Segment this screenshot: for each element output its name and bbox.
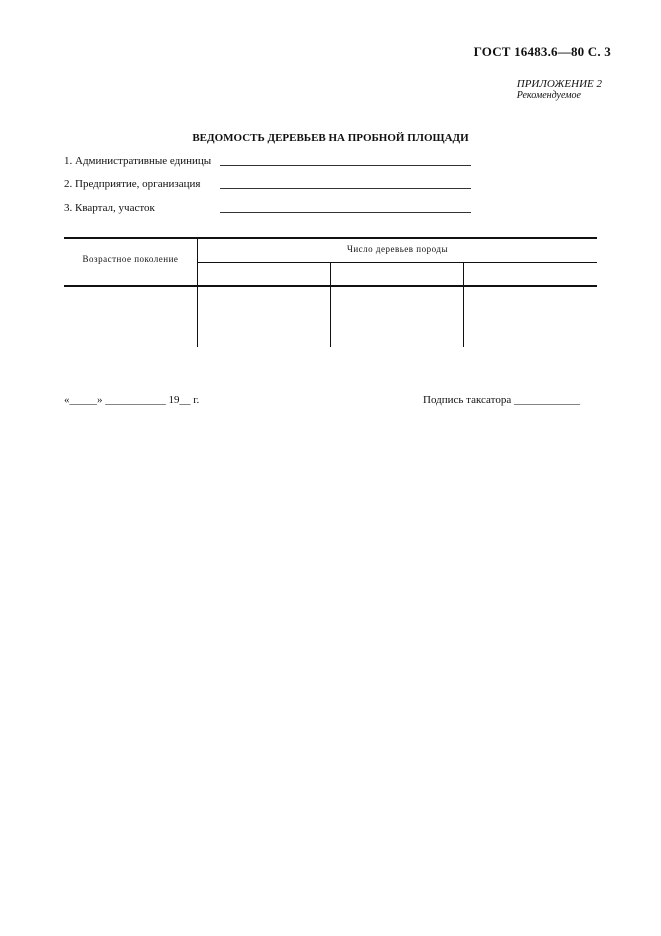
field-line-administrative-units[interactable] <box>220 165 471 166</box>
field-line-enterprise[interactable] <box>220 188 471 189</box>
field-label-administrative-units: 1. Административные единицы <box>64 155 212 167</box>
appendix-status: Рекомендуемое <box>516 90 581 101</box>
signature-line: Подпись таксатора ____________ <box>423 394 580 406</box>
standard-code: ГОСТ 16483.6—80 С. 3 <box>473 44 611 59</box>
table-top-rule <box>64 237 597 239</box>
table-column-divider <box>330 262 331 347</box>
table-subheader-rule <box>198 262 597 263</box>
column-header-age-generation: Возрастное поколение <box>82 254 179 264</box>
document-title: ВЕДОМОСТЬ ДЕРЕВЬЕВ НА ПРОБНОЙ ПЛОЩАДИ <box>192 132 469 144</box>
field-label-quarter-plot: 3. Квартал, участок <box>64 202 155 214</box>
column-header-tree-count: Число деревьев породы <box>346 244 448 254</box>
table-column-divider <box>463 262 464 347</box>
field-line-quarter-plot[interactable] <box>220 212 471 213</box>
date-line: «_____» ___________ 19__ г. <box>64 394 200 406</box>
field-label-enterprise: 2. Предприятие, организация <box>64 178 201 190</box>
appendix-label: ПРИЛОЖЕНИЕ 2 <box>516 78 602 90</box>
tree-count-table <box>64 237 597 347</box>
table-header-bottom-rule <box>64 285 597 287</box>
